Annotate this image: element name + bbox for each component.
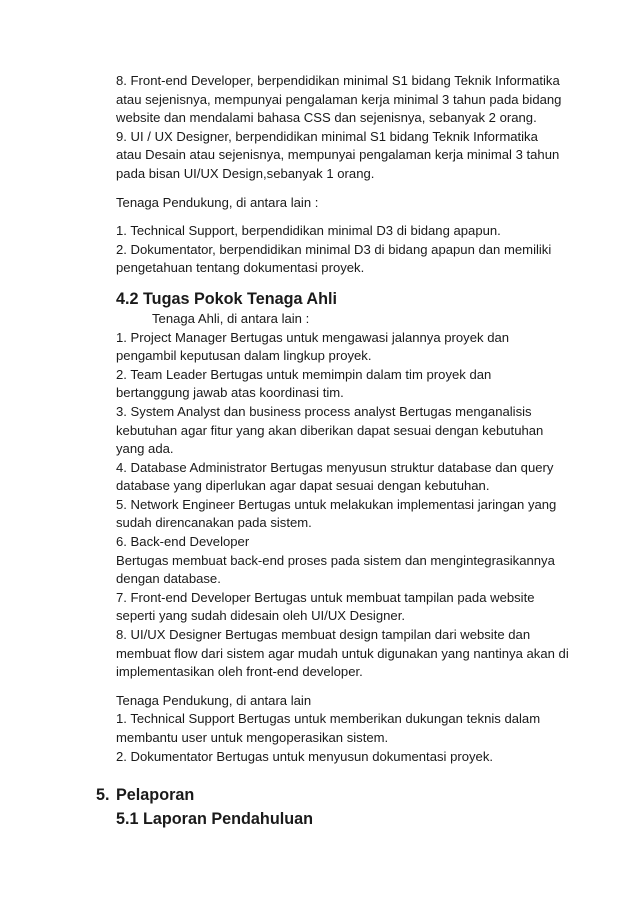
section-heading-4-2: 4.2 Tugas Pokok Tenaga Ahli bbox=[116, 289, 337, 308]
text-line: 1. Technical Support, berpendidikan minimal D3 di bidang apapun. bbox=[116, 223, 501, 239]
subsection-heading-5-1: 5.1 Laporan Pendahuluan bbox=[116, 810, 313, 828]
support-staff-intro: Tenaga Pendukung, di antara lain : bbox=[116, 194, 319, 210]
text-line: 2. Dokumentator Bertugas untuk menyusun dokumentasi proyek. bbox=[116, 748, 494, 764]
section-number: 5. bbox=[96, 786, 110, 804]
text-line: seperti yang sudah didesain oleh UI/UX Designer. bbox=[116, 608, 405, 624]
text-line: pada bisan UI/UX Design,sebanyak 1 orang. bbox=[116, 165, 375, 181]
text-line: implementasikan oleh front-end developer. bbox=[116, 664, 363, 680]
text-line: pengambil keputusan dalam lingkup proyek. bbox=[116, 348, 372, 364]
text-line: database yang diperlukan agar dapat sesuai dengan kebutuhan. bbox=[116, 478, 490, 494]
staff-qualification-list bbox=[116, 72, 586, 184]
text-line: 1. Technical Support Bertugas untuk memberikan dukungan teknis dalam bbox=[116, 711, 541, 727]
text-line: 3. System Analyst dan business process analyst Bertugas menganalisis bbox=[116, 403, 532, 419]
expert-duties-list bbox=[116, 329, 586, 682]
section-5 bbox=[96, 783, 596, 831]
support-duties-list bbox=[116, 710, 586, 766]
text-line: kebutuhan agar fitur yang akan diberikan dapat sesuai dengan kebutuhan bbox=[116, 422, 544, 438]
text-line: membuat flow dari sistem agar mudah untuk digunakan yang nantinya akan di bbox=[116, 645, 569, 661]
section-heading-5 bbox=[96, 783, 596, 807]
text-line: yang ada. bbox=[116, 441, 174, 457]
page-content bbox=[116, 72, 586, 766]
support-qualification-list bbox=[116, 222, 586, 278]
text-line: atau sejenisnya, mempunyai pengalaman kerja minimal 3 tahun pada bidang bbox=[116, 91, 562, 107]
text-line: pengetahuan tentang dokumentasi proyek. bbox=[116, 260, 365, 276]
text-line: atau Desain atau sejenisnya, mempunyai pengalaman kerja minimal 3 tahun bbox=[116, 147, 560, 163]
text-line: sudah direncanakan pada sistem. bbox=[116, 515, 312, 531]
text-line: membantu user untuk mengoperasikan sistem. bbox=[116, 730, 389, 745]
text-line: 7. Front-end Developer Bertugas untuk membuat tampilan pada website bbox=[116, 589, 535, 605]
text-line: 2. Dokumentator, berpendidikan minimal D3 di bidang apapun dan memiliki bbox=[116, 241, 552, 257]
text-line: 1. Project Manager Bertugas untuk mengawasi jalannya proyek dan bbox=[116, 329, 510, 345]
text-line: 5. Network Engineer Bertugas untuk melakukan implementasi jaringan yang bbox=[116, 496, 557, 512]
text-line: 2. Team Leader Bertugas untuk memimpin dalam tim proyek dan bbox=[116, 366, 492, 382]
text-line: website dan mendalami bahasa CSS dan sejenisnya, sebanyak 2 orang. bbox=[116, 110, 537, 126]
text-line: 6. Back-end Developer bbox=[116, 534, 250, 550]
text-line: bertanggung jawab atas koordinasi tim. bbox=[116, 385, 344, 401]
support-staff-intro-2: Tenaga Pendukung, di antara lain bbox=[116, 692, 312, 708]
text-line: Bertugas membuat back-end proses pada sistem dan mengintegrasikannya bbox=[116, 552, 555, 568]
experts-intro: Tenaga Ahli, di antara lain : bbox=[152, 310, 310, 326]
section-title: Pelaporan bbox=[116, 786, 195, 804]
text-line: 8. Front-end Developer, berpendidikan minimal S1 bidang Teknik Informatika bbox=[116, 73, 560, 88]
text-line: 9. UI / UX Designer, berpendidikan minimal S1 bidang Teknik Informatika bbox=[116, 128, 538, 144]
text-line: dengan database. bbox=[116, 571, 221, 587]
text-line: 4. Database Administrator Bertugas menyusun struktur database dan query bbox=[116, 459, 554, 475]
text-line: 8. UI/UX Designer Bertugas membuat design tampilan dari website dan bbox=[116, 627, 531, 643]
